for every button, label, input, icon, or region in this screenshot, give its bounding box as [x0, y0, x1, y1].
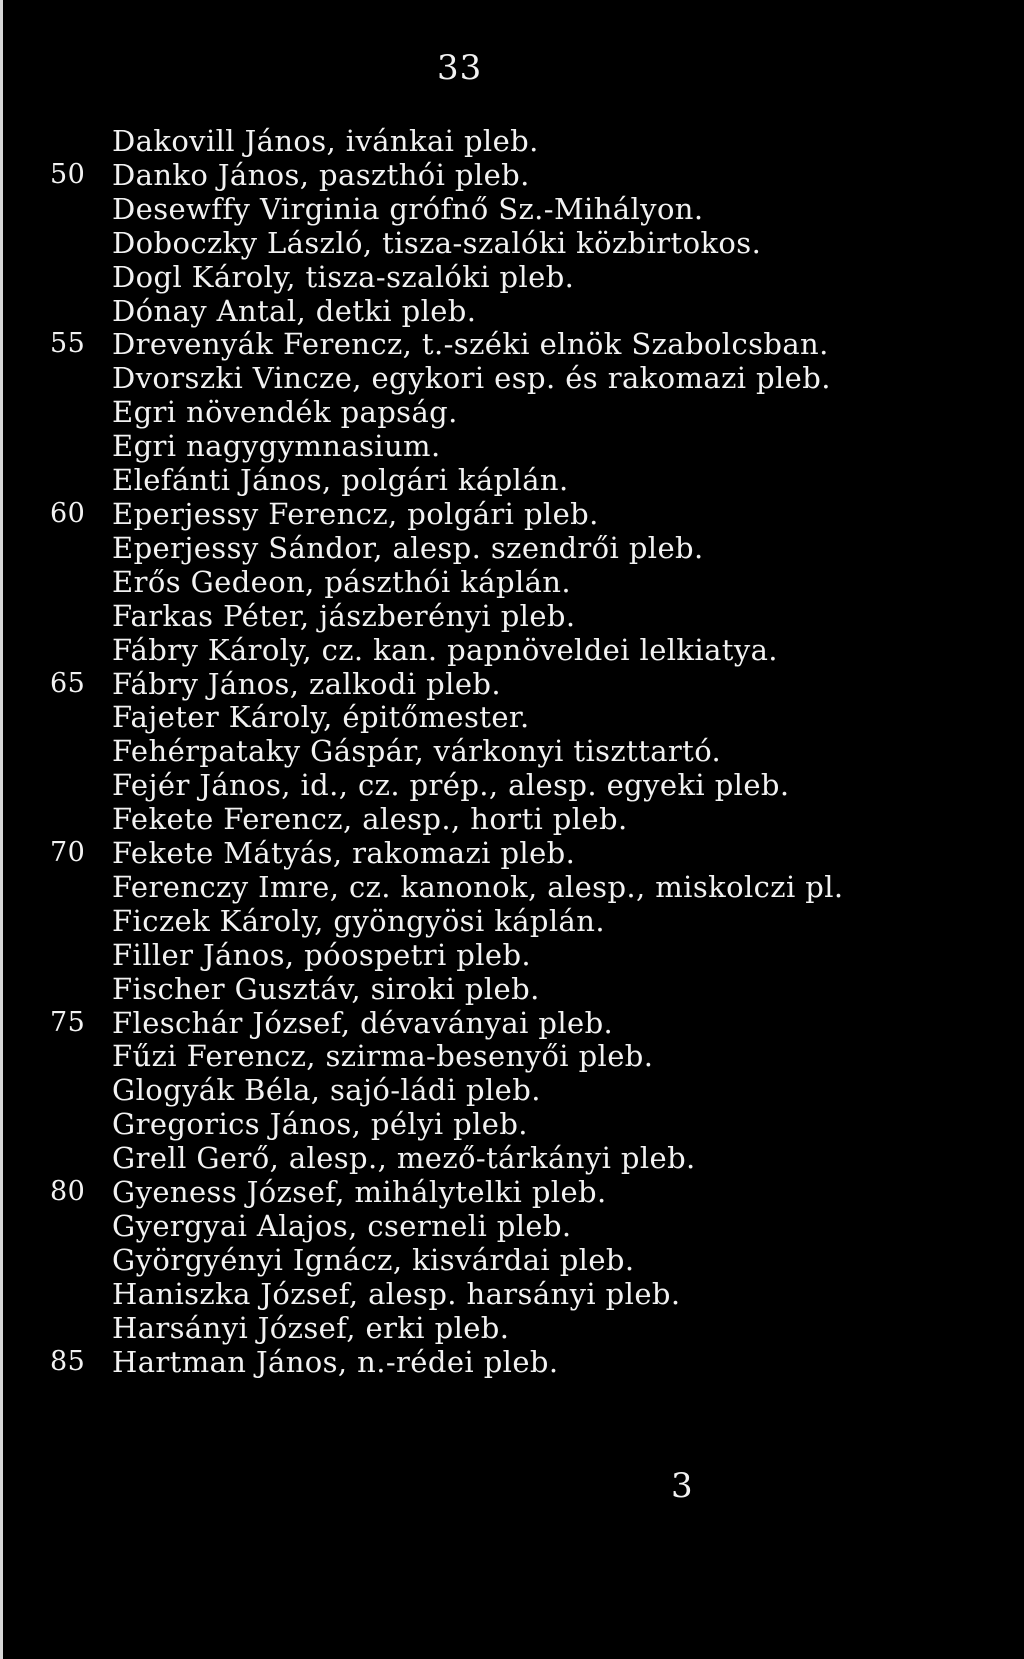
entry-text: Hartman János, n.-rédei pleb. [112, 1344, 559, 1379]
entry-text: Haniszka József, alesp. harsányi pleb. [112, 1276, 681, 1311]
page-number: 33 [437, 48, 483, 88]
entry-text: Fekete Ferencz, alesp., horti pleb. [112, 802, 628, 837]
entry-text: Dónay Antal, detki pleb. [112, 293, 477, 328]
entry-text: Fejér János, id., cz. prép., alesp. egyeki pleb. [112, 768, 790, 803]
entry-text: Grell Gerő, alesp., mező-tárkányi pleb. [112, 1141, 696, 1176]
entry-text: Erős Gedeon, pászthói káplán. [112, 564, 572, 599]
entry-text: Doboczky László, tisza-szalóki közbirtokos. [112, 225, 762, 260]
entry-text: Egri nagygymnasium. [112, 429, 441, 464]
entry-number: 70 [50, 837, 86, 869]
entry-text: Fehérpataky Gáspár, várkonyi tiszttartó. [112, 734, 722, 769]
entry-text: Györgyényi Ignácz, kisvárdai pleb. [112, 1242, 635, 1277]
entry-number: 80 [50, 1176, 86, 1208]
entry-text: Fischer Gusztáv, siroki pleb. [112, 971, 540, 1006]
entry-text: Eperjessy Sándor, alesp. szendrői pleb. [112, 530, 704, 565]
entry-text: Gregorics János, pélyi pleb. [112, 1107, 528, 1142]
entry-number: 60 [50, 497, 86, 529]
entry-text: Dvorszki Vincze, egykori esp. és rakomazi pleb. [112, 361, 831, 396]
entry-number: 85 [50, 1345, 86, 1377]
entry-text: Fleschár József, dévaványai pleb. [112, 1005, 614, 1040]
entry-text: Filler János, póospetri pleb. [112, 937, 532, 972]
entry-text: Fekete Mátyás, rakomazi pleb. [112, 836, 576, 871]
entry-text: Danko János, paszthói pleb. [112, 157, 530, 192]
signature-mark: 3 [671, 1466, 693, 1506]
entry-text: Elefánti János, polgári káplán. [112, 463, 569, 498]
entry-text: Fábry Károly, cz. kan. papnöveldei lelkiatya. [112, 632, 778, 667]
entry-text: Egri növendék papság. [112, 395, 458, 430]
entry-number: 50 [50, 158, 86, 190]
entry-text: Glogyák Béla, sajó-ládi pleb. [112, 1073, 541, 1108]
entry-text: Fábry János, zalkodi pleb. [112, 666, 501, 701]
entry-text: Gyergyai Alajos, cserneli pleb. [112, 1209, 572, 1243]
page-edge [0, 0, 3, 1659]
entry-text: Gyeness József, mihálytelki pleb. [112, 1175, 607, 1210]
entry-text: Dogl Károly, tisza-szalóki pleb. [112, 259, 575, 294]
entry-text: Eperjessy Ferencz, polgári pleb. [112, 496, 599, 531]
entry-text: Ficzek Károly, gyöngyösi káplán. [112, 903, 605, 938]
entry-number: 55 [50, 328, 86, 360]
entry-number: 65 [50, 667, 86, 699]
entry-text: Ferenczy Imre, cz. kanonok, alesp., miskolczi pl. [112, 869, 844, 904]
entry-text: Fűzi Ferencz, szirma-besenyői pleb. [112, 1039, 654, 1074]
entry-text: Fajeter Károly, épitőmester. [112, 700, 530, 735]
entry-number: 75 [50, 1006, 86, 1038]
entry-text: Desewffy Virginia grófnő Sz.-Mihályon. [112, 191, 704, 226]
entry-text: Dakovill János, ivánkai pleb. [112, 124, 539, 158]
entry-text: Drevenyák Ferencz, t.-széki elnök Szabolcsban. [112, 327, 829, 362]
entry-text: Farkas Péter, jászberényi pleb. [112, 598, 576, 633]
entry-text: Harsányi József, erki pleb. [112, 1310, 510, 1345]
